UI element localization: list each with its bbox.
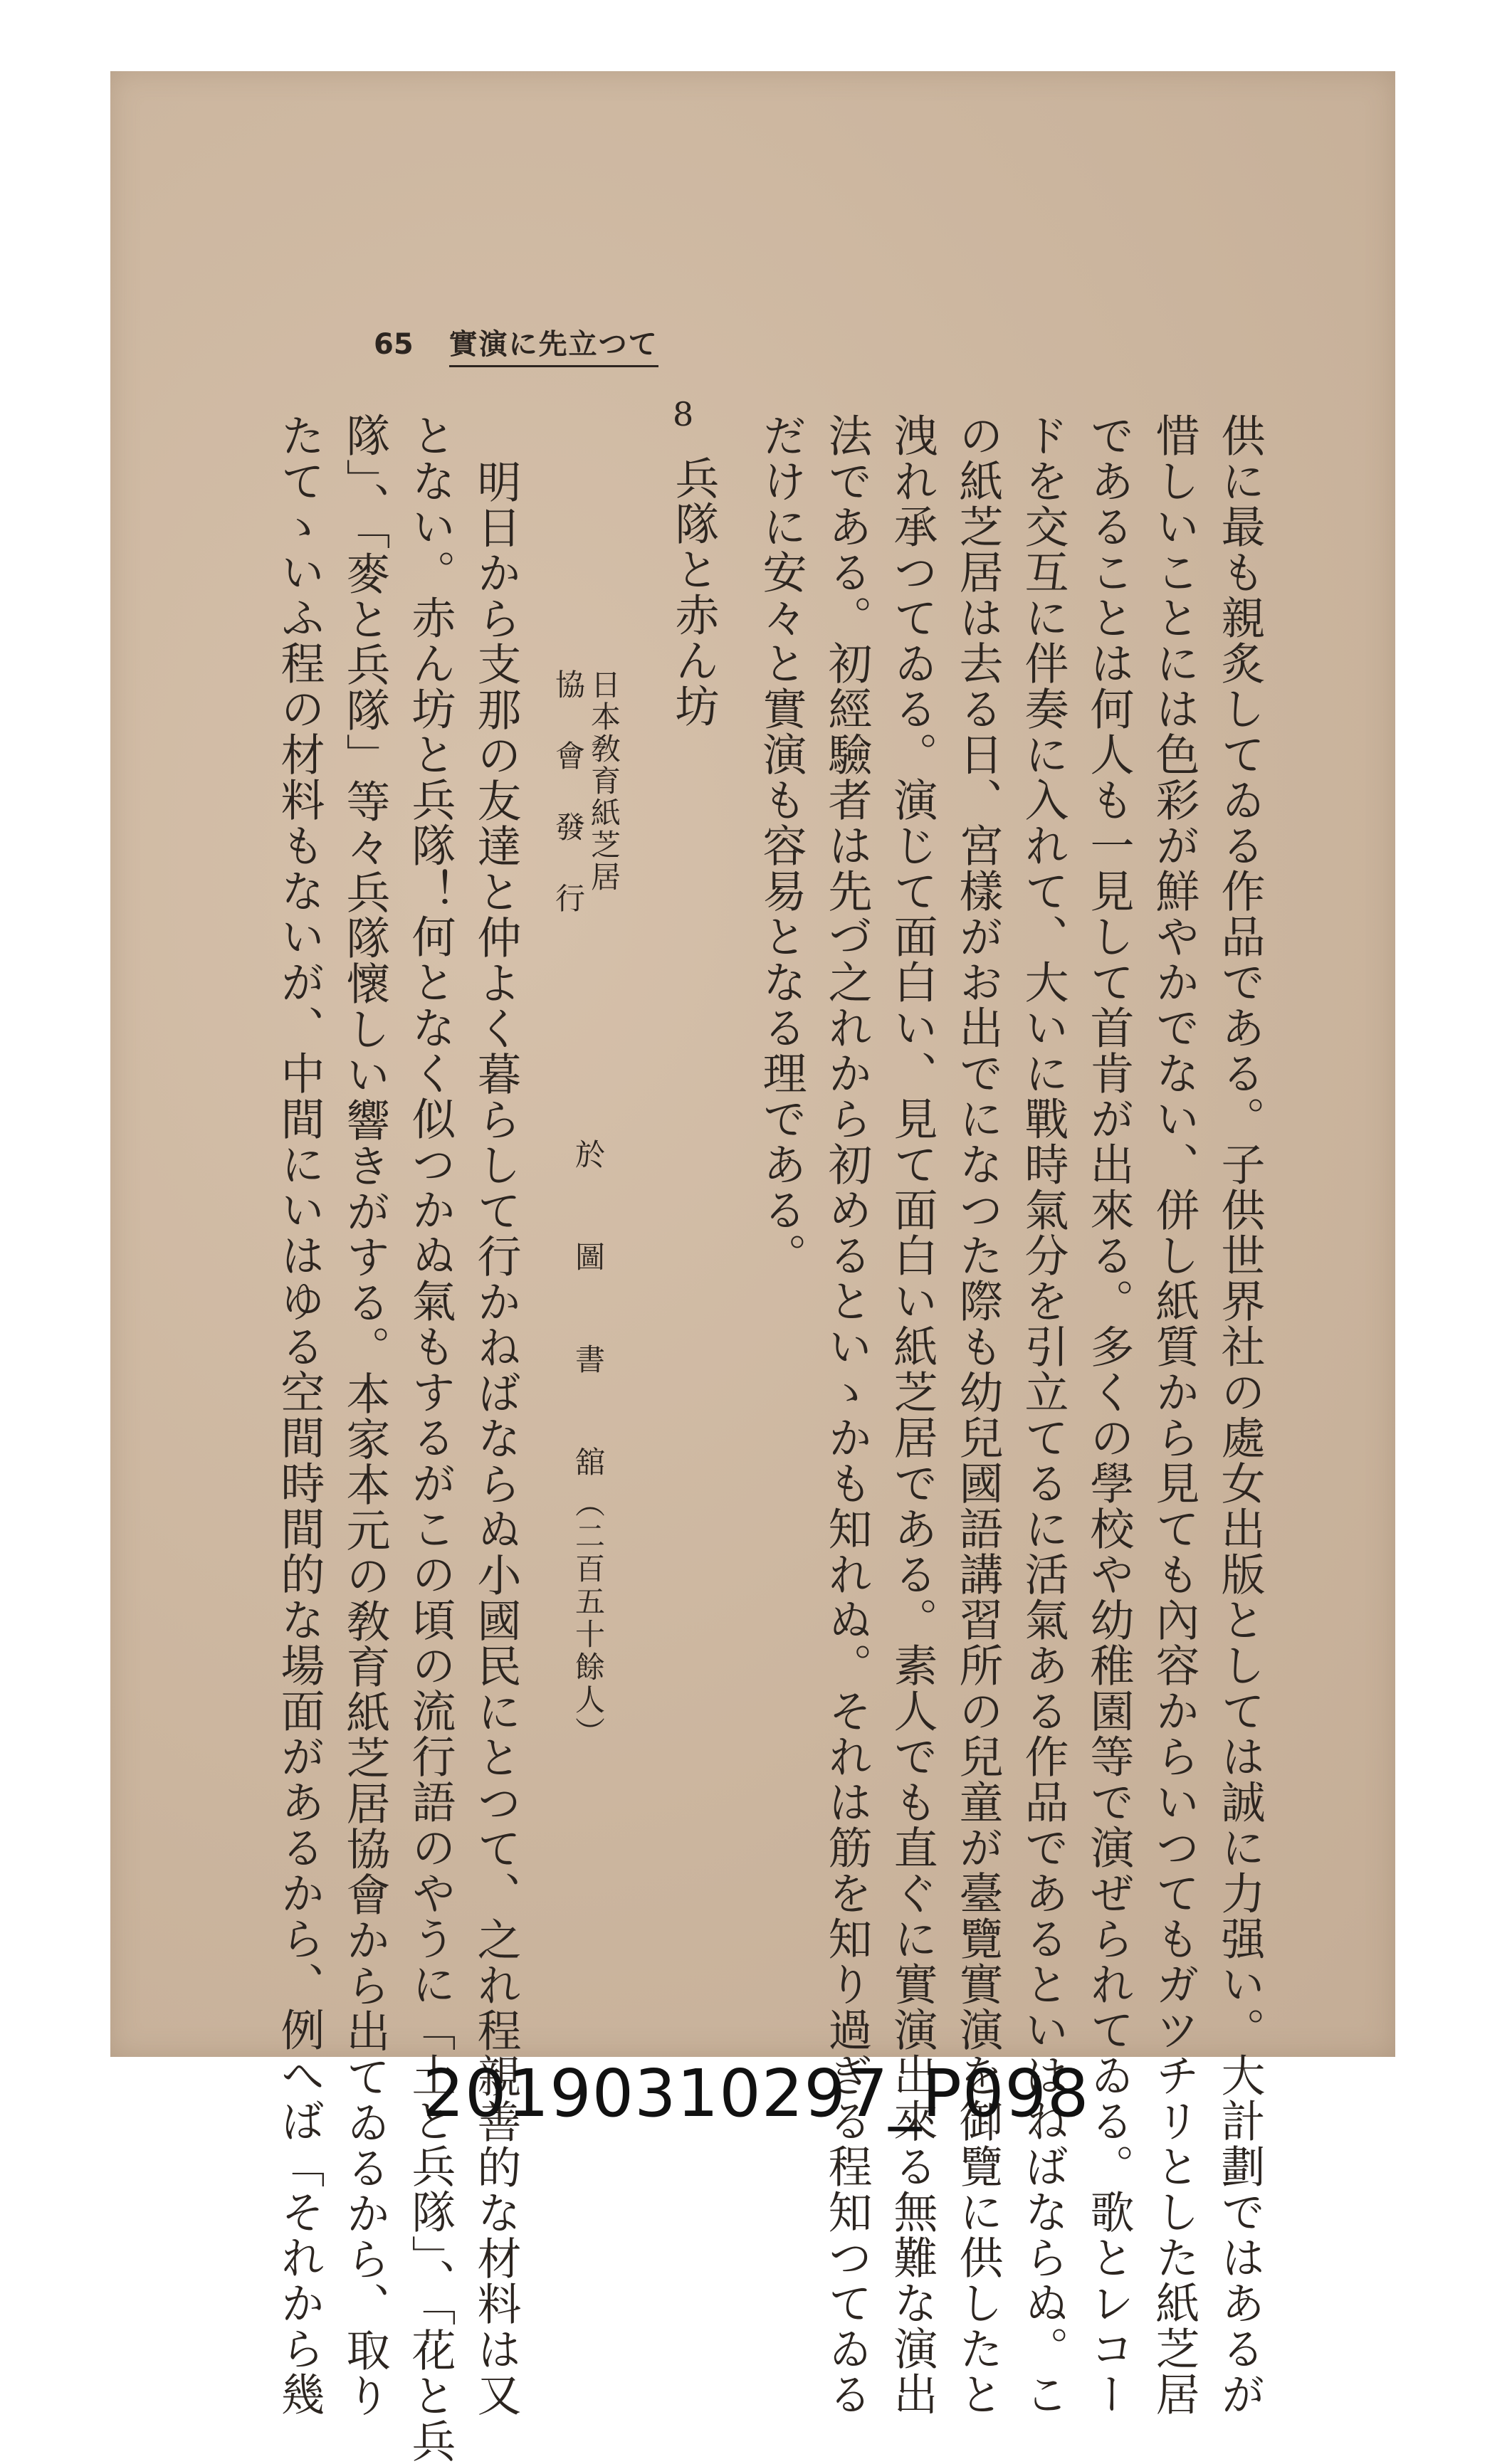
text-column-1: 供に最も親炙してゐる作品である。子供世界社の處女出版としては誠に力强い。大計劃ではあるが — [1214, 413, 1266, 2417]
page-header — [374, 322, 658, 367]
section-title: 兵隊と赤ん坊 — [668, 456, 720, 729]
page-number: 65 — [374, 328, 414, 361]
venue: 於 圖 書 舘 — [571, 1139, 606, 1497]
text-column-10: とない。赤ん坊と兵隊！何となく似つかぬ氣もするがこの頃の流行語のやうに「土と兵隊」、「花と兵 — [404, 413, 456, 2464]
text-column-2: 惜しいことには色彩が鮮やかでない、併し紙質から見ても內容からいつてもガツチリとした紙芝居 — [1148, 413, 1200, 2417]
text-column-11: 隊」、「麥と兵隊」等々兵隊懷しい響きがする。本家本元の敎育紙芝居協會から出てゐるから、取り — [339, 413, 391, 2418]
text-column-8: だけに安々と實演も容易となる理である。 — [755, 413, 807, 1278]
text-column-5: の紙芝居は去る日、宮樣がお出でになつた際も幼兒國語講習所の兒童が臺覽實演を御覽に供したと — [952, 413, 1004, 2417]
attendance: （二百五十餘人） — [571, 1488, 606, 1749]
text-column-9: 明日から支那の友達と仲よく暮らして行かねばならぬ小國民にとつて、之れ程親善的な材料は又 — [470, 459, 522, 2418]
running-title: 實演に先立つて — [449, 322, 658, 367]
text-column-6: 洩れ承つてゐる。演じて面白い、見て面白い紙芝居である。素人でも直ぐに實演出來る無難な演出 — [886, 413, 938, 2417]
publisher-line-2: 協 會 發 行 — [551, 669, 586, 918]
image-caption: 20190310297_P098 — [422, 2055, 1090, 2132]
text-column-7: 法である。初經驗者は先づ之れから初めるといゝかも知れぬ。それは筋を知り過ぎる程知つてゐる — [821, 413, 873, 2417]
text-column-12: たてゝいふ程の材料もないが、中間にいはゆる空間時間的な場面があるから、例へば「それから幾 — [273, 413, 325, 2417]
text-column-3: であることは何人も一見して首肯が出來る。多くの學校や幼稚園等で演ぜられてゐる。歌とレコー — [1083, 413, 1135, 2417]
text-column-4: ドを交互に伴奏に入れて、大いに戰時氣分を引立てるに活氣ある作品であるといはねばならぬ。こ — [1017, 413, 1069, 2417]
section-number: 8 — [673, 395, 694, 433]
publisher-line-1: 日本敎育紙芝居 — [587, 669, 621, 893]
